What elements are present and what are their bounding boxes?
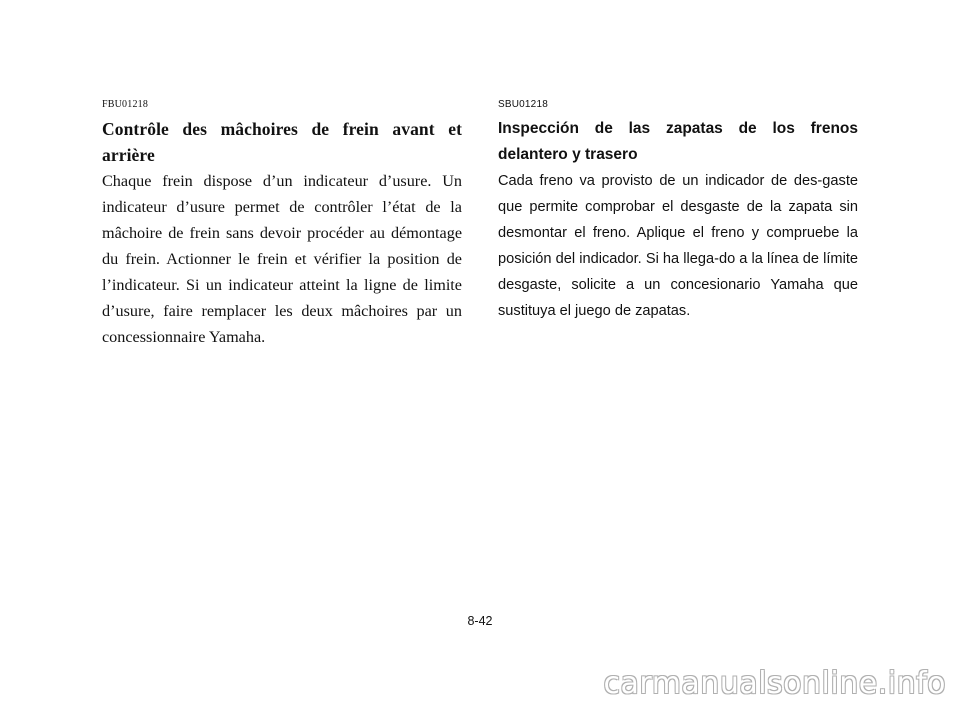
section-body: Cada freno va provisto de un indicador de des-gaste que permite comprobar el desgaste de la zapata sin desmontar el freno. Aplique el freno y compruebe la posición del indicador. Si ha llega-do a la línea de límite desgaste, solicite a un concesionario Yamaha que sustituya el juego de zapatas. bbox=[498, 173, 858, 319]
section-heading: Contrôle des mâchoires de frein avant et arrière bbox=[102, 119, 462, 165]
section-body: Chaque frein dispose d’un indicateur d’usure. Un indicateur d’usure permet de contrôler l’état de la mâchoire de frein sans devoir procéder au démontage du frein. Actionner le frein et vérifier la position de l’indicateur. Si un indicateur atteint la ligne de limite d’usure, faire remplacer les deux mâchoires par un concessionnaire Yamaha. bbox=[102, 172, 462, 346]
section-heading: Inspección de las zapatas de los frenos delantero y trasero bbox=[498, 120, 858, 163]
section-code: SBU01218 bbox=[498, 99, 548, 110]
watermark: carmanualsonline.info bbox=[603, 666, 946, 701]
section-code: FBU01218 bbox=[102, 99, 149, 110]
french-column bbox=[102, 98, 462, 350]
spanish-column bbox=[498, 98, 858, 324]
page-number: 8-42 bbox=[467, 614, 493, 628]
